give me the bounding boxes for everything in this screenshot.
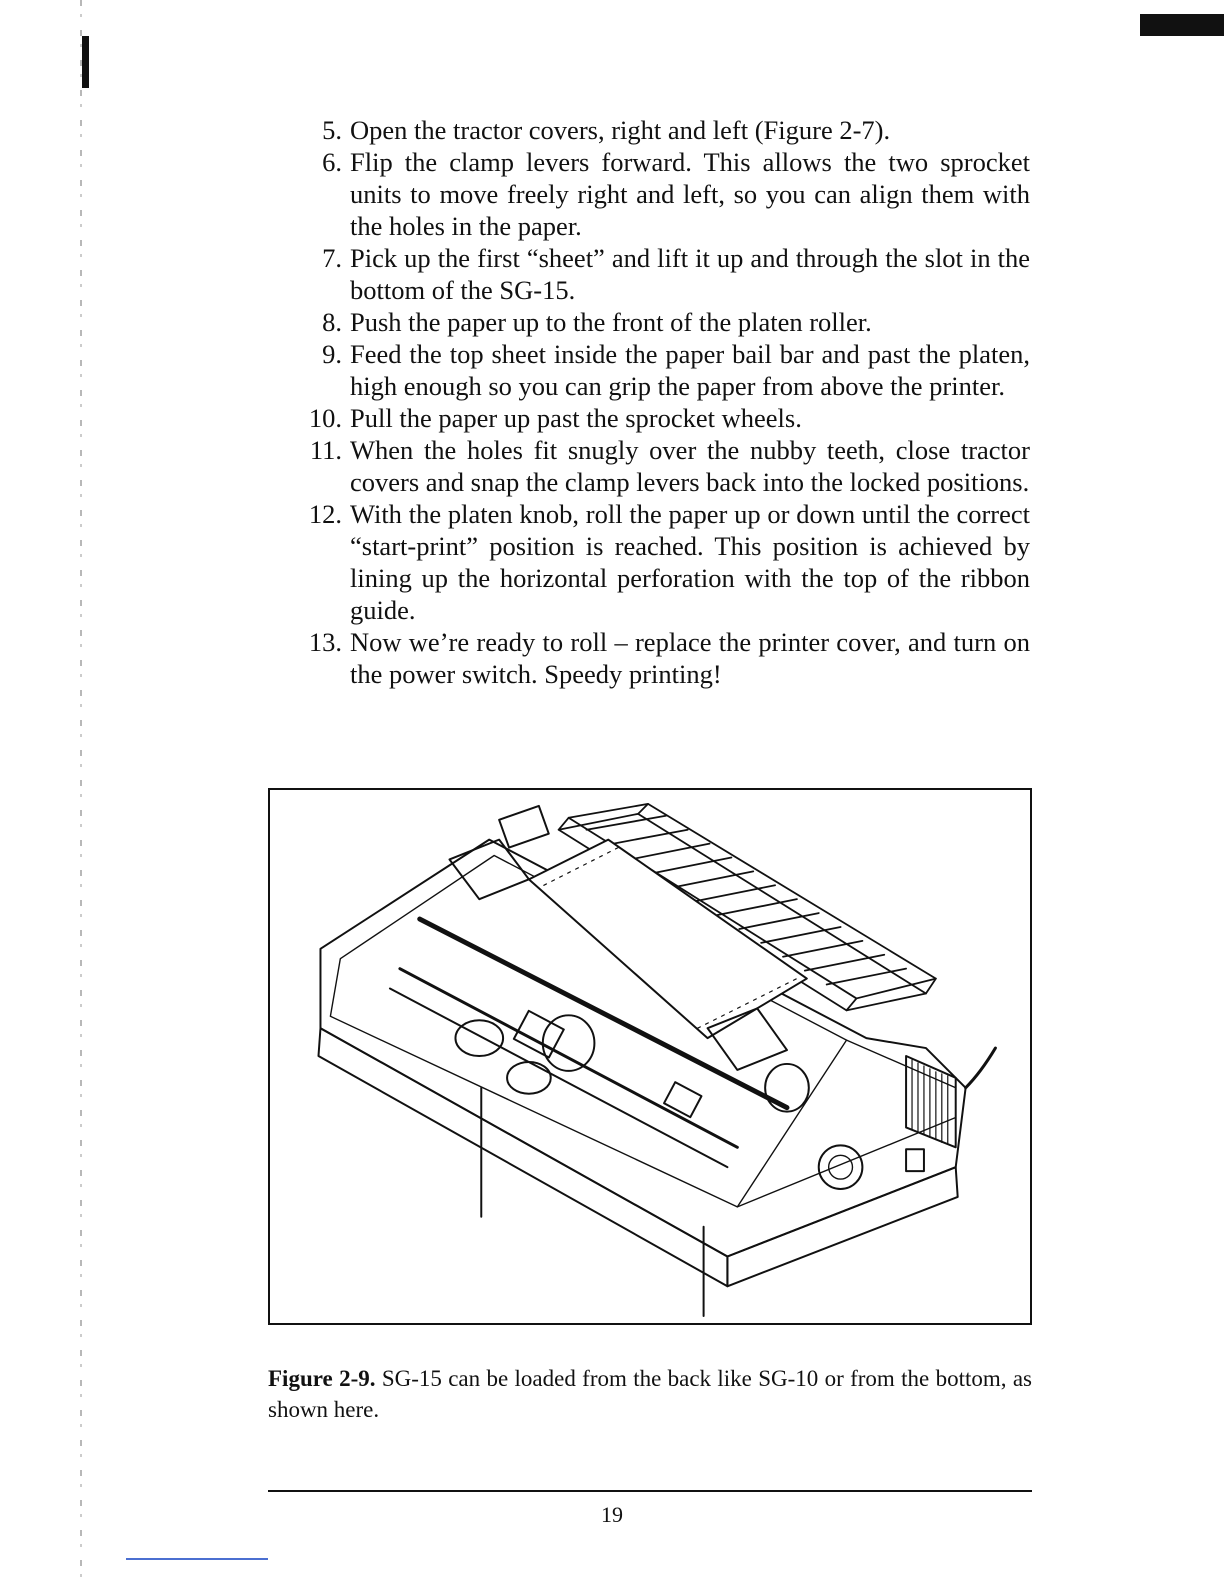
page-number: 19 [601,1502,623,1527]
step-number: 12. [308,499,342,529]
figure-caption [268,1363,1032,1425]
step-item [300,498,1030,626]
step-number: 13. [308,627,342,657]
step-item [300,434,1030,498]
step-text: Pick up the first “sheet” and lift it up and through the slot in the bottom of the SG-15. [350,243,1030,305]
step-item [300,626,1030,690]
footer-rule [268,1490,1032,1492]
step-text: Flip the clamp levers forward. This allows the two sprocket units to move freely right and left, so you can align them with the holes in the paper. [350,147,1030,241]
scan-mark-top-left [82,36,89,88]
step-text: Now we’re ready to roll – replace the printer cover, and turn on the power switch. Speedy printing! [350,627,1030,689]
step-number: 10. [308,403,342,433]
figure-printer-illustration [268,788,1032,1325]
figure-label: Figure 2-9. [268,1366,376,1391]
step-text: When the holes fit snugly over the nubby teeth, close tractor covers and snap the clamp levers back into the locked positions. [350,435,1030,497]
step-text: Feed the top sheet inside the paper bail bar and past the platen, high enough so you can grip the paper from above the printer. [350,339,1030,401]
step-item [300,306,1030,338]
step-number: 11. [309,435,342,465]
printer-drawing [270,790,1030,1323]
step-number: 5. [322,115,342,145]
step-item [300,402,1030,434]
step-number: 8. [322,307,342,337]
step-number: 7. [322,243,342,273]
scan-mark-bottom-left [126,1558,268,1560]
step-item [300,146,1030,242]
step-text: Pull the paper up past the sprocket wheels. [350,403,802,433]
step-text: Push the paper up to the front of the platen roller. [350,307,872,337]
step-number: 9. [322,339,342,369]
step-text: With the platen knob, roll the paper up or down until the correct “start-print” position is reached. This position is achieved by lining up the horizontal perforation with the top of the ribbon guide. [350,499,1030,625]
scan-mark-top-right [1140,14,1224,36]
power-switch [906,1149,924,1171]
step-text: Open the tractor covers, right and left (Figure 2-7). [350,115,891,145]
step-item [300,338,1030,402]
step-number: 6. [322,147,342,177]
step-item [300,242,1030,306]
scan-edge-left [80,0,82,1584]
figure-caption-text: SG-15 can be loaded from the back like SG-10 or from the bottom, as shown here. [268,1366,1033,1422]
instruction-steps [300,114,1030,690]
step-item [300,114,1030,146]
